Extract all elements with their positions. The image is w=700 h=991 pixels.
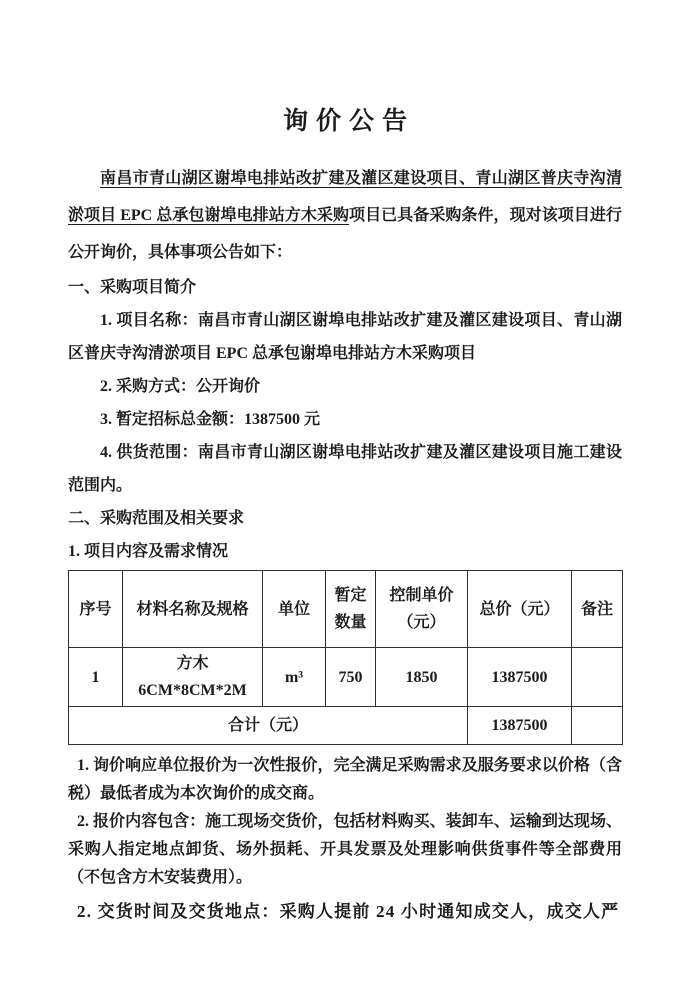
total-label-cell: 合计（元） [69,707,468,745]
cell-unit: m³ [263,648,326,707]
section-1-item-project-name: 1. 项目名称：南昌市青山湖区谢埠电排站改扩建及灌区建设项目、青山湖区普庆寺沟清淤项目 EPC 总承包谢埠电排站方木采购项目 [68,312,622,362]
intro-rest-text: 项目已具备采购条件，现对该项目进行公开询价，具体事项公告如下： [68,207,622,261]
section-1-item-procurement-method: 2. 采购方式：公开询价 [100,378,261,395]
table-header-row [69,571,623,648]
section-2-subheading: 1. 项目内容及需求情况 [68,543,229,560]
cell-total-price: 1387500 [468,648,572,707]
total-value-cell: 1387500 [468,707,572,745]
page-title: 询价公告 [282,108,415,135]
table-total-row [69,707,623,745]
cell-remark [572,648,623,707]
intro-underlined-text: 南昌市青山湖区谢埠电排站改扩建及灌区建设项目、青山湖区普庆寺沟清淤项目 EPC 总承包谢埠电排站方木采购 [68,170,622,224]
header-cell-unit-price: 控制单价（元） [376,571,468,648]
materials-table [68,570,623,745]
header-cell-material-name: 材料名称及规格 [123,571,263,648]
header-cell-total-price: 总价（元） [468,571,572,648]
cell-seq: 1 [69,648,123,707]
section-1-item-supply-scope: 4. 供货范围：南昌市青山湖区谢埠电排站改扩建及灌区建设项目施工建设范围内。 [68,444,622,494]
delivery-terms-line: 2. 交货时间及交货地点：采购人提前 24 小时通知成交人，成交人严 [77,902,620,921]
table-row [69,648,623,707]
table-notes [68,752,622,892]
section-2-heading: 二、采购范围及相关要求 [68,510,245,527]
header-cell-remark: 备注 [572,571,623,648]
note-price-content: 2. 报价内容包含：施工现场交货价，包括材料购买、装卸车、运输到达现场、采购人指定地点卸货、场外损耗、开具发票及处理影响供货事件等全部费用（不包含方木安装费用）。 [68,813,622,886]
cell-unit-price: 1850 [376,648,468,707]
total-remark-cell [572,707,623,745]
section-1-heading: 一、采购项目简介 [68,279,197,296]
note-price-rule: 1. 询价响应单位报价为一次性报价，完全满足采购需求及服务要求以价格（含税）最低者成为本次询价的成交商。 [68,757,622,802]
cell-qty: 750 [326,648,376,707]
cell-material-name: 方木 6CM*8CM*2M [123,648,263,707]
section-1-item-total-amount: 3. 暂定招标总金额：1387500 元 [100,411,321,428]
header-cell-unit: 单位 [263,571,326,648]
header-cell-seq: 序号 [69,571,123,648]
intro-paragraph [68,160,622,271]
header-cell-qty: 暂定数量 [326,571,376,648]
